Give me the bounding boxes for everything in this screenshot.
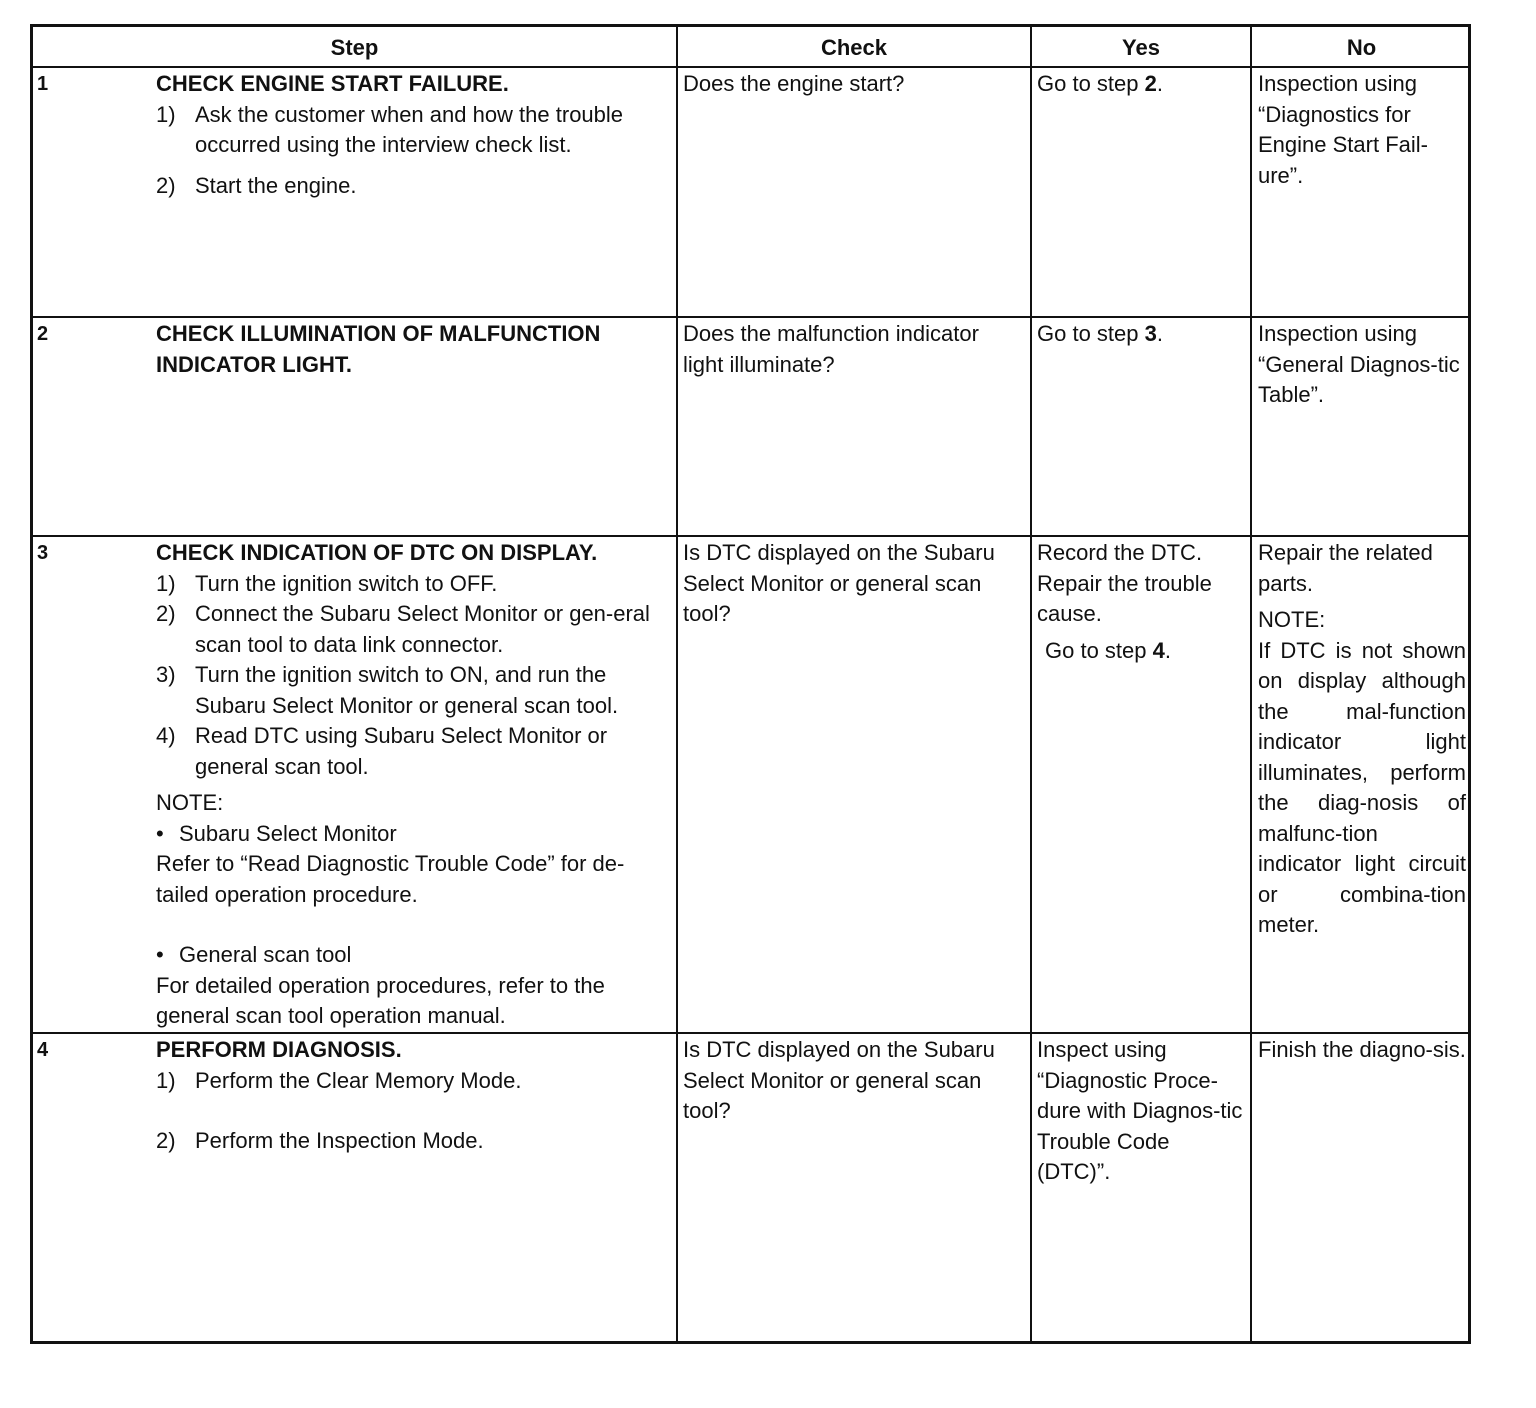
step-number: 3 — [37, 542, 49, 564]
step-item: 3) Turn the ignition switch to ON, and run the Subaru Select Monitor or general scan tool. — [156, 662, 619, 718]
diagnostic-table — [30, 24, 1471, 1344]
header-yes: Yes — [1122, 35, 1160, 60]
step-item: 2) Perform the Inspection Mode. — [156, 1128, 484, 1153]
check-4: Is DTC displayed on the Subaru Select Monitor or general scan tool? — [683, 1037, 995, 1123]
check-2: Does the malfunction indicator light illuminate? — [683, 321, 979, 377]
note-bullet: • General scan tool — [156, 940, 671, 971]
step-item: 1) Turn the ignition switch to OFF. — [156, 570, 498, 596]
column-divider — [676, 27, 678, 1341]
header-step: Step — [330, 35, 379, 60]
row-divider — [33, 316, 1468, 318]
step-title: CHECK INDICATION OF DTC ON DISPLAY. — [156, 540, 598, 565]
step-title: PERFORM DIAGNOSIS. — [156, 1037, 402, 1062]
no-1: Inspection using “Diagnostics for Engine Start Fail-ure”. — [1258, 71, 1428, 188]
step-item: 1) Ask the customer when and how the trouble occurred using the interview check list. — [156, 101, 624, 157]
no-2: Inspection using “General Diagnos-tic Table”. — [1258, 321, 1460, 407]
yes-4: Inspect using “Diagnostic Proce-dure with Diagnos-tic Trouble Code (DTC)”. — [1037, 1037, 1243, 1184]
check-3: Is DTC displayed on the Subaru Select Monitor or general scan tool? — [683, 540, 995, 626]
header-no: No — [1346, 35, 1377, 60]
no-4: Finish the diagno-sis. — [1258, 1037, 1466, 1062]
note-text: For detailed operation procedures, refer to the general scan tool operation manual. — [156, 972, 605, 1028]
step-1-content — [156, 69, 671, 201]
yes-1: Go to step 2. — [1037, 71, 1163, 96]
note-label: NOTE: — [156, 790, 224, 815]
step-3-content — [156, 538, 671, 1032]
yes-3: Record the DTC. Repair the trouble cause. Go to step 4. — [1037, 540, 1212, 663]
step-item: 1) Perform the Clear Memory Mode. — [156, 1067, 522, 1093]
column-divider — [1030, 27, 1032, 1341]
yes-2: Go to step 3. — [1037, 321, 1163, 346]
row-divider — [33, 1032, 1468, 1034]
step-number: 4 — [37, 1039, 49, 1061]
row-divider — [33, 535, 1468, 537]
step-number: 2 — [37, 323, 49, 345]
step-title: CHECK ENGINE START FAILURE. — [156, 71, 509, 96]
step-number: 1 — [37, 73, 49, 95]
note-text: Refer to “Read Diagnostic Trouble Code” for de-tailed operation procedure. — [156, 851, 625, 907]
bullet-icon: • — [156, 942, 164, 967]
note-bullet: • Subaru Select Monitor — [156, 819, 671, 850]
step-2-content — [156, 319, 671, 380]
bullet-icon: • — [156, 820, 164, 846]
no-3: Repair the related parts. NOTE: If DTC is not shown on display although the mal-function indicator light illuminates, perform the diag-nosis of malfunc-tion indicator light circuit or combina-tion meter. — [1258, 540, 1466, 937]
step-4-content — [156, 1035, 671, 1157]
step-item: 4) Read DTC using Subaru Select Monitor or general scan tool. — [156, 723, 608, 779]
column-divider — [1250, 27, 1252, 1341]
header-check: Check — [820, 35, 888, 60]
step-item: 2) Connect the Subaru Select Monitor or gen-eral scan tool to data link connector. — [156, 601, 650, 657]
step-title: CHECK ILLUMINATION OF MALFUNCTION INDICATOR LIGHT. — [156, 321, 601, 377]
step-item: 2) Start the engine. — [156, 172, 357, 198]
check-1: Does the engine start? — [683, 71, 905, 96]
